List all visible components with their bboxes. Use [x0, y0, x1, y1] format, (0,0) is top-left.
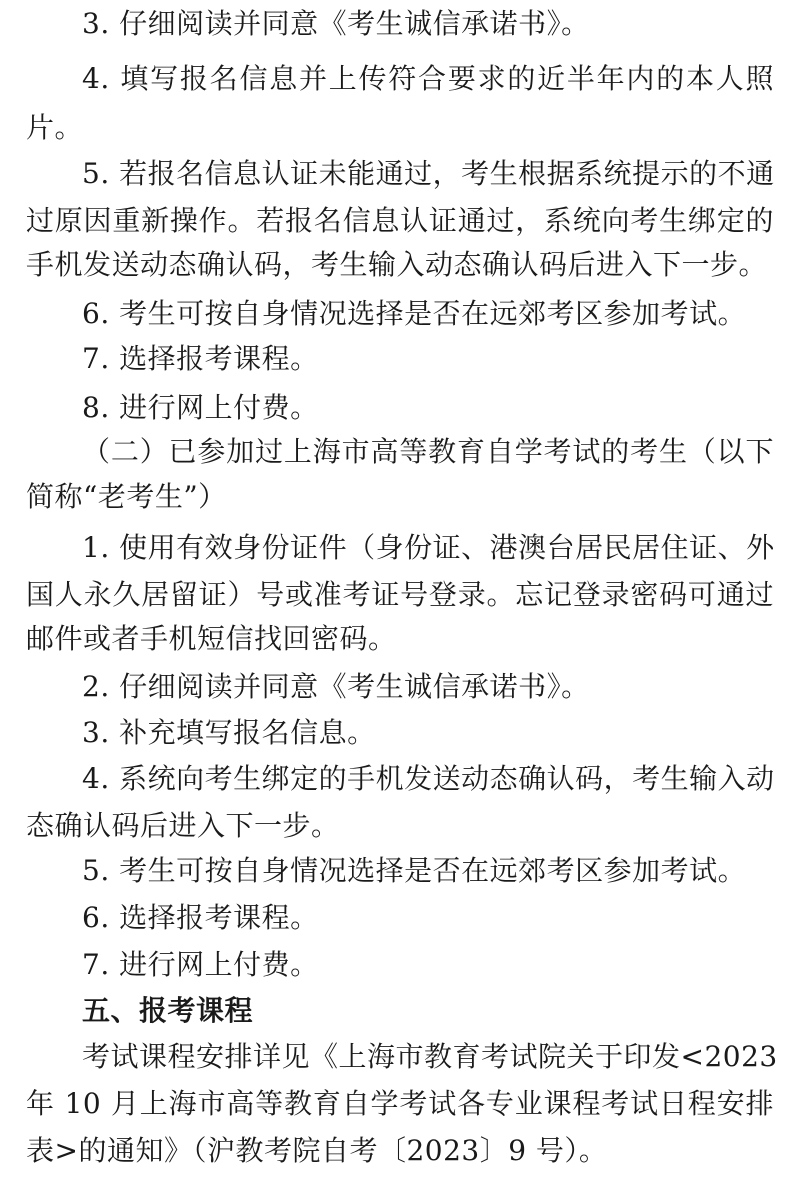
text-line: 5. 若报名信息认证未能通过，考生根据系统提示的不通	[82, 157, 775, 190]
text-line: 简称“老考生”）	[26, 480, 227, 513]
text-line: 5. 考生可按自身情况选择是否在远郊考区参加考试。	[82, 854, 747, 887]
text-line: 8. 进行网上付费。	[82, 391, 319, 424]
text-line: 4. 系统向考生绑定的手机发送动态确认码，考生输入动	[82, 762, 775, 795]
text-line: 年 10 月上海市高等教育自学考试各专业课程考试日程安排	[26, 1087, 774, 1120]
text-line: 3. 补充填写报名信息。	[82, 716, 376, 749]
text-line: （二）已参加过上海市高等教育自学考试的考生（以下	[82, 435, 774, 468]
text-line: 7. 进行网上付费。	[82, 948, 319, 981]
text-line: 表>的通知》（沪教考院自考〔2023〕9 号）。	[26, 1134, 608, 1167]
section-heading: 五、报考课程	[82, 994, 254, 1027]
text-line: 3. 仔细阅读并同意《考生诚信承诺书》。	[82, 7, 590, 40]
text-line: 手机发送动态确认码，考生输入动态确认码后进入下一步。	[26, 248, 768, 281]
text-line: 1. 使用有效身份证件（身份证、港澳台居民居住证、外	[82, 531, 775, 564]
text-line: 4. 填写报名信息并上传符合要求的近半年内的本人照	[82, 62, 774, 95]
text-line: 考试课程安排详见《上海市教育考试院关于印发<2023	[82, 1040, 778, 1073]
text-line: 6. 考生可按自身情况选择是否在远郊考区参加考试。	[82, 297, 747, 330]
text-line: 7. 选择报考课程。	[82, 342, 319, 375]
text-line: 片。	[26, 111, 84, 144]
text-line: 国人永久居留证）号或准考证号登录。忘记登录密码可通过	[26, 578, 774, 611]
text-line: 过原因重新操作。若报名信息认证通过，系统向考生绑定的	[26, 204, 774, 237]
text-line: 6. 选择报考课程。	[82, 901, 319, 934]
text-line: 邮件或者手机短信找回密码。	[26, 622, 397, 655]
text-line: 态确认码后进入下一步。	[26, 809, 340, 842]
text-line: 2. 仔细阅读并同意《考生诚信承诺书》。	[82, 670, 590, 703]
